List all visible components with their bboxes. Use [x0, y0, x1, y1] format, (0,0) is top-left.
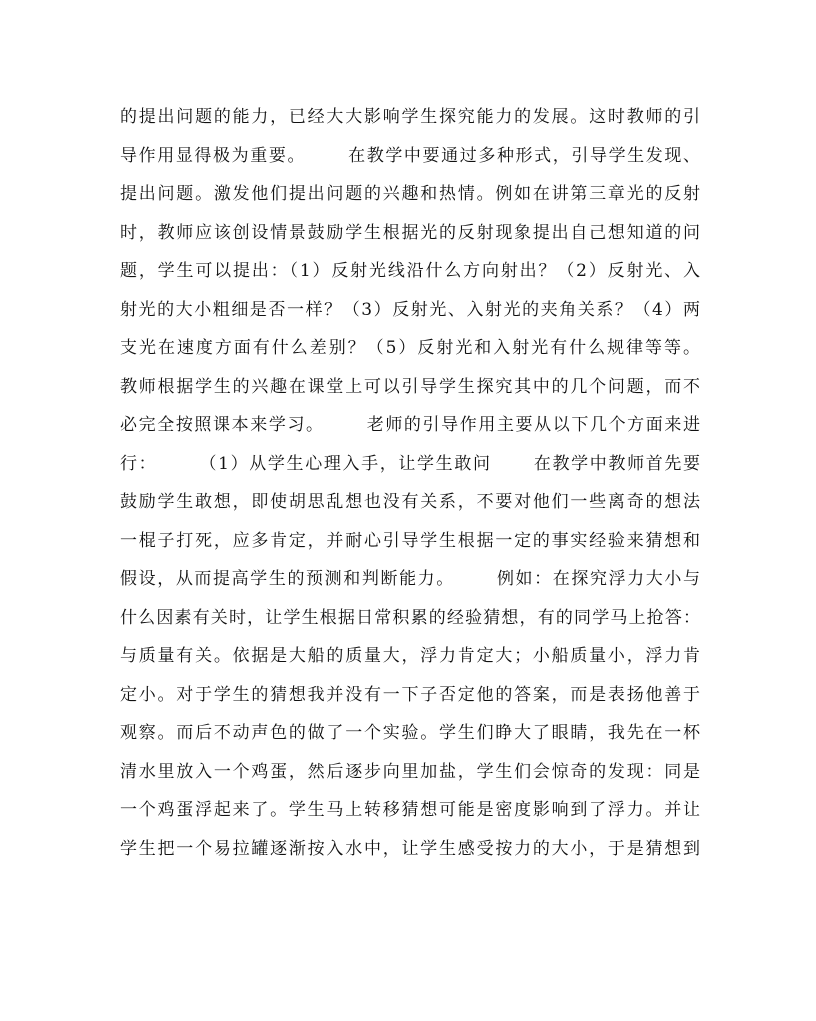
- text-line: 一个鸡蛋浮起来了。学生马上转移猜想可能是密度影响到了浮力。并让: [120, 800, 700, 820]
- text-line: 支光在速度方面有什么差别？（5）反射光和入射光有什么规律等等。: [120, 338, 700, 358]
- text-line: 与质量有关。依据是大船的质量大，浮力肯定大；小船质量小，浮力肯: [120, 646, 700, 666]
- text-line: 必完全按照课本来学习。 老师的引导作用主要从以下几个方面来进: [120, 415, 700, 435]
- text-line: 定小。对于学生的猜想我并没有一下子否定他的答案，而是表扬他善于: [120, 684, 700, 705]
- text-line: 学生把一个易拉罐逐渐按入水中，让学生感受按力的大小，于是猜想到: [120, 838, 700, 859]
- text-line: 时，教师应该创设情景鼓励学生根据光的反射现象提出自己想知道的问: [120, 222, 700, 243]
- text-line: 一棍子打死，应多肯定，并耐心引导学生根据一定的事实经验来猜想和: [120, 530, 700, 551]
- text-line: 假设，从而提高学生的预测和判断能力。 例如：在探究浮力大小与: [120, 569, 700, 589]
- text-line: 导作用显得极为重要。 在教学中要通过多种形式，引导学生发现、: [120, 145, 700, 166]
- body-text: [120, 98, 700, 868]
- text-line: 鼓励学生敢想，即使胡思乱想也没有关系，不要对他们一些离奇的想法: [120, 492, 700, 512]
- text-line: 题，学生可以提出：（1）反射光线沿什么方向射出？（2）反射光、入: [120, 261, 700, 281]
- text-line: 提出问题。激发他们提出问题的兴趣和热情。例如在讲第三章光的反射: [120, 184, 700, 204]
- text-line: 行： （1）从学生心理入手，让学生敢问 在教学中教师首先要: [120, 453, 700, 474]
- text-line: 什么因素有关时，让学生根据日常积累的经验猜想，有的同学马上抢答：: [120, 607, 700, 628]
- text-line: 清水里放入一个鸡蛋，然后逐步向里加盐，学生们会惊奇的发现：同是: [120, 761, 700, 782]
- text-line: 射光的大小粗细是否一样？（3）反射光、入射光的夹角关系？（4）两: [120, 299, 700, 320]
- text-line: 观察。而后不动声色的做了一个实验。学生们睁大了眼睛，我先在一杯: [120, 723, 700, 743]
- text-line: 的提出问题的能力，已经大大影响学生探究能力的发展。这时教师的引: [120, 107, 700, 127]
- text-line: 教师根据学生的兴趣在课堂上可以引导学生探究其中的几个问题，而不: [120, 376, 700, 397]
